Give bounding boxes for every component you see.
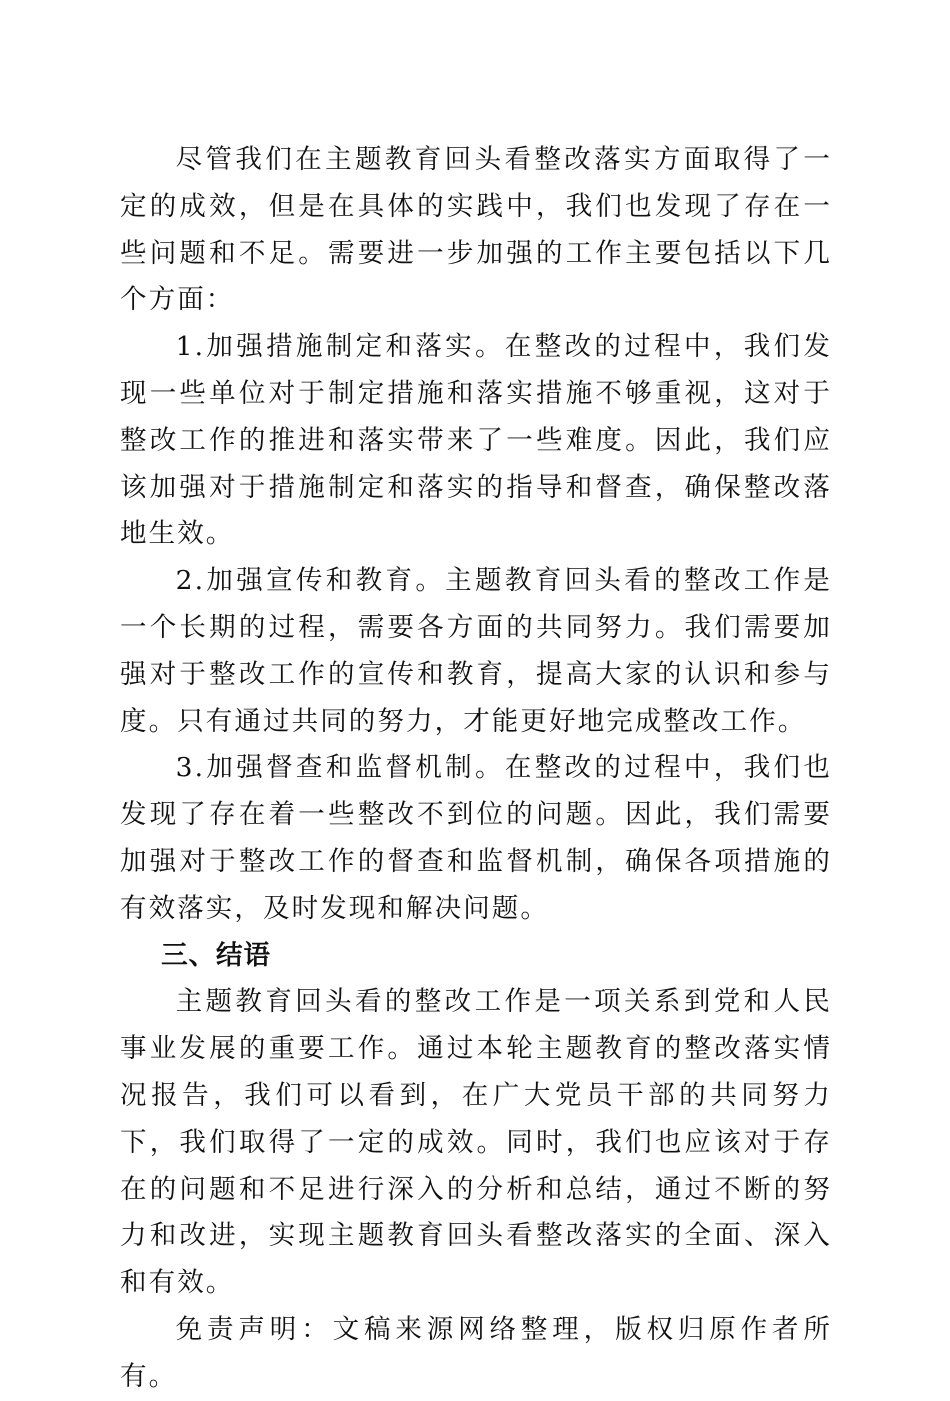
point-1-paragraph: 1.加强措施制定和落实。在整改的过程中，我们发现一些单位对于制定措施和落实措施不够重视，这对于整改工作的推进和落实带来了一些难度。因此，我们应该加强对于措施制定和落实的指导和督查，确保整改落地生效。: [120, 331, 832, 550]
section-heading: 三、结语: [161, 939, 272, 971]
document-body: [120, 137, 832, 1401]
intro-paragraph: 尽管我们在主题教育回头看整改落实方面取得了一定的成效，但是在具体的实践中，我们也发现了存在一些问题和不足。需要进一步加强的工作主要包括以下几个方面：: [120, 144, 832, 316]
point-3-paragraph: 3.加强督查和监督机制。在整改的过程中，我们也发现了存在着一些整改不到位的问题。因此，我们需要加强对于整改工作的督查和监督机制，确保各项措施的有效落实，及时发现和解决问题。: [120, 752, 832, 924]
point-2-paragraph: 2.加强宣传和教育。主题教育回头看的整改工作是一个长期的过程，需要各方面的共同努力。我们需要加强对于整改工作的宣传和教育，提高大家的认识和参与度。只有通过共同的努力，才能更好地完成整改工作。: [120, 565, 832, 737]
disclaimer-paragraph: 免责声明：文稿来源网络整理，版权归原作者所有。: [120, 1313, 832, 1392]
conclusion-paragraph: 主题教育回头看的整改工作是一项关系到党和人民事业发展的重要工作。通过本轮主题教育的整改落实情况报告，我们可以看到，在广大党员干部的共同努力下，我们取得了一定的成效。同时，我们也应该对于存在的问题和不足进行深入的分析和总结，通过不断的努力和改进，实现主题教育回头看整改落实的全面、深入和有效。: [120, 986, 832, 1299]
